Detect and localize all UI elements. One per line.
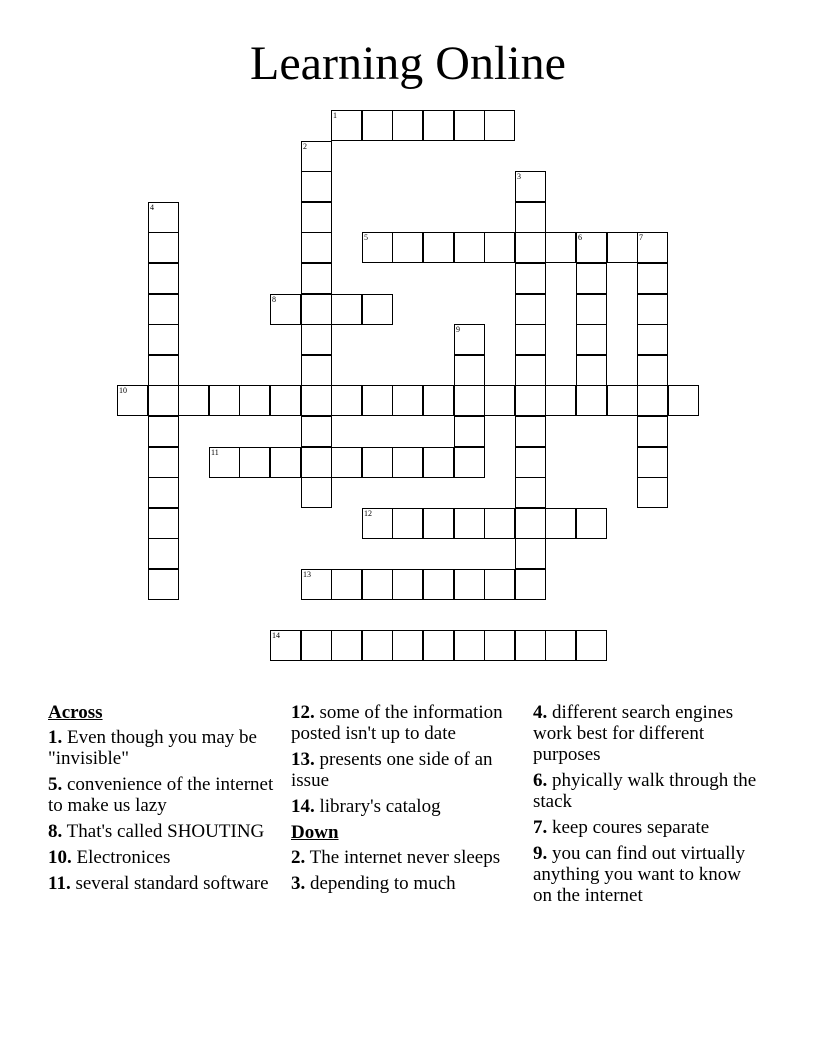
grid-cell[interactable] <box>484 385 515 416</box>
puzzle-title: Learning Online <box>250 37 566 90</box>
clue-text: several standard software <box>70 873 269 894</box>
down-clue-list <box>291 847 519 894</box>
grid-cell[interactable] <box>148 385 179 416</box>
grid-cell[interactable] <box>331 630 362 661</box>
grid-cell[interactable] <box>392 630 423 661</box>
grid-cell[interactable] <box>454 630 485 661</box>
grid-cell[interactable] <box>301 232 332 263</box>
grid-cell[interactable] <box>301 569 332 600</box>
grid-cell[interactable] <box>576 630 607 661</box>
grid-cell[interactable] <box>515 538 546 569</box>
grid-cell[interactable] <box>209 447 240 478</box>
grid-cell[interactable] <box>423 232 454 263</box>
grid-cell[interactable] <box>423 630 454 661</box>
clue-number: 11. <box>48 873 71 894</box>
clue-item <box>533 702 761 765</box>
clue-number: 5. <box>48 774 63 795</box>
clue-item <box>533 770 761 812</box>
clue-item <box>48 873 276 894</box>
grid-cell[interactable] <box>454 232 485 263</box>
cell-number: 12 <box>364 509 372 518</box>
clue-item <box>48 847 276 868</box>
grid-cell[interactable] <box>301 416 332 447</box>
cell-number: 11 <box>211 448 219 457</box>
cell-number: 10 <box>119 386 127 395</box>
cell-number: 9 <box>456 325 460 334</box>
grid-cell[interactable] <box>576 355 607 386</box>
grid-cell[interactable] <box>484 630 515 661</box>
grid-cell[interactable] <box>484 110 515 141</box>
grid-cell[interactable] <box>362 385 393 416</box>
grid-cell[interactable] <box>301 385 332 416</box>
grid-cell[interactable] <box>545 385 576 416</box>
grid-cell[interactable] <box>576 294 607 325</box>
clue-text: depending to much <box>305 873 456 894</box>
grid-cell[interactable] <box>270 447 301 478</box>
grid-cell[interactable] <box>148 263 179 294</box>
grid-cell[interactable] <box>301 294 332 325</box>
clues-column-3 <box>533 702 761 911</box>
grid-cell[interactable] <box>576 324 607 355</box>
grid-cell[interactable] <box>301 630 332 661</box>
grid-cell[interactable] <box>117 385 148 416</box>
cell-number: 4 <box>150 203 154 212</box>
grid-cell[interactable] <box>637 263 668 294</box>
grid-cell[interactable] <box>423 385 454 416</box>
grid-cell[interactable] <box>148 202 179 233</box>
grid-cell[interactable] <box>301 171 332 202</box>
down-heading: Down <box>291 822 339 843</box>
grid-cell[interactable] <box>331 385 362 416</box>
grid-cell[interactable] <box>392 447 423 478</box>
grid-cell[interactable] <box>515 202 546 233</box>
grid-cell[interactable] <box>454 416 485 447</box>
clue-item <box>48 821 276 842</box>
grid-cell[interactable] <box>454 110 485 141</box>
clue-number: 2. <box>291 847 306 868</box>
grid-cell[interactable] <box>515 324 546 355</box>
clue-number: 10. <box>48 847 72 868</box>
clue-text: Even though you may be "invisible" <box>48 727 257 769</box>
cell-number: 14 <box>272 631 280 640</box>
clue-text: phyically walk through the stack <box>533 770 757 812</box>
grid-cell[interactable] <box>331 110 362 141</box>
grid-cell[interactable] <box>637 477 668 508</box>
grid-cell[interactable] <box>148 538 179 569</box>
grid-cell[interactable] <box>607 385 638 416</box>
grid-cell[interactable] <box>515 447 546 478</box>
grid-cell[interactable] <box>148 477 179 508</box>
grid-cell[interactable] <box>270 294 301 325</box>
clues-column-1 <box>48 702 276 899</box>
grid-cell[interactable] <box>270 385 301 416</box>
grid-cell[interactable] <box>301 324 332 355</box>
grid-cell[interactable] <box>515 232 546 263</box>
cell-number: 3 <box>517 172 521 181</box>
grid-cell[interactable] <box>576 232 607 263</box>
clue-number: 1. <box>48 727 63 748</box>
cell-number: 2 <box>303 142 307 151</box>
grid-cell[interactable] <box>515 171 546 202</box>
clue-item <box>533 817 761 838</box>
clue-text: library's catalog <box>314 796 441 817</box>
clue-text: keep coures separate <box>547 817 710 838</box>
grid-cell[interactable] <box>515 416 546 447</box>
clue-number: 4. <box>533 702 548 723</box>
clue-item <box>291 873 519 894</box>
grid-cell[interactable] <box>576 508 607 539</box>
clue-number: 6. <box>533 770 548 791</box>
grid-cell[interactable] <box>515 630 546 661</box>
grid-cell[interactable] <box>637 447 668 478</box>
clue-number: 3. <box>291 873 306 894</box>
clue-item <box>291 702 519 744</box>
across-clue-list-continued <box>291 702 519 817</box>
grid-cell[interactable] <box>362 447 393 478</box>
grid-cell[interactable] <box>148 355 179 386</box>
grid-cell[interactable] <box>362 232 393 263</box>
clue-item <box>533 843 761 906</box>
clue-item <box>291 796 519 817</box>
down-clue-list-continued <box>533 702 761 906</box>
grid-cell[interactable] <box>454 355 485 386</box>
grid-cell[interactable] <box>454 324 485 355</box>
grid-cell[interactable] <box>362 110 393 141</box>
grid-cell[interactable] <box>392 232 423 263</box>
clues-column-2 <box>291 702 519 899</box>
grid-cell[interactable] <box>301 355 332 386</box>
clue-number: 12. <box>291 702 315 723</box>
grid-cell[interactable] <box>148 232 179 263</box>
grid-cell[interactable] <box>545 508 576 539</box>
clue-item <box>291 749 519 791</box>
grid-cell[interactable] <box>301 263 332 294</box>
grid-cell[interactable] <box>607 232 638 263</box>
grid-cell[interactable] <box>362 294 393 325</box>
grid-cell[interactable] <box>637 416 668 447</box>
clue-item <box>48 727 276 769</box>
grid-cell[interactable] <box>148 324 179 355</box>
clue-item <box>291 847 519 868</box>
grid-cell[interactable] <box>637 324 668 355</box>
clue-text: That's called SHOUTING <box>62 821 265 842</box>
grid-cell[interactable] <box>576 385 607 416</box>
clue-item <box>48 774 276 816</box>
grid-cell[interactable] <box>637 385 668 416</box>
clue-text: Electronices <box>71 847 171 868</box>
grid-cell[interactable] <box>209 385 240 416</box>
grid-cell[interactable] <box>515 294 546 325</box>
grid-cell[interactable] <box>362 508 393 539</box>
grid-cell[interactable] <box>423 569 454 600</box>
grid-cell[interactable] <box>148 447 179 478</box>
grid-cell[interactable] <box>576 263 607 294</box>
clue-number: 14. <box>291 796 315 817</box>
clue-number: 9. <box>533 843 548 864</box>
grid-cell[interactable] <box>423 110 454 141</box>
grid-cell[interactable] <box>515 355 546 386</box>
grid-cell[interactable] <box>239 447 270 478</box>
grid-cell[interactable] <box>392 508 423 539</box>
grid-cell[interactable] <box>668 385 699 416</box>
grid-cell[interactable] <box>148 508 179 539</box>
cell-number: 7 <box>639 233 643 242</box>
grid-cell[interactable] <box>545 232 576 263</box>
grid-cell[interactable] <box>423 447 454 478</box>
grid-cell[interactable] <box>637 232 668 263</box>
clue-text: The internet never sleeps <box>305 847 501 868</box>
grid-cell[interactable] <box>454 569 485 600</box>
clue-text: some of the information posted isn't up to date <box>291 702 503 744</box>
clue-number: 7. <box>533 817 548 838</box>
grid-cell[interactable] <box>423 508 454 539</box>
grid-cell[interactable] <box>392 385 423 416</box>
grid-cell[interactable] <box>301 202 332 233</box>
grid-cell[interactable] <box>392 110 423 141</box>
grid-cell[interactable] <box>515 263 546 294</box>
grid-cell[interactable] <box>301 447 332 478</box>
grid-cell[interactable] <box>362 569 393 600</box>
grid-cell[interactable] <box>148 294 179 325</box>
grid-cell[interactable] <box>301 141 332 172</box>
grid-cell[interactable] <box>637 294 668 325</box>
grid-cell[interactable] <box>484 232 515 263</box>
clue-text: convenience of the internet to make us lazy <box>48 774 274 816</box>
grid-cell[interactable] <box>178 385 209 416</box>
grid-cell[interactable] <box>331 294 362 325</box>
grid-cell[interactable] <box>637 355 668 386</box>
grid-cell[interactable] <box>484 508 515 539</box>
grid-cell[interactable] <box>148 416 179 447</box>
cell-number: 1 <box>333 111 337 120</box>
grid-cell[interactable] <box>454 447 485 478</box>
cell-number: 5 <box>364 233 368 242</box>
across-heading: Across <box>48 702 103 723</box>
grid-cell[interactable] <box>515 477 546 508</box>
cell-number: 6 <box>578 233 582 242</box>
grid-cell[interactable] <box>484 569 515 600</box>
grid-cell[interactable] <box>545 630 576 661</box>
clue-text: presents one side of an issue <box>291 749 493 791</box>
grid-cell[interactable] <box>392 569 423 600</box>
grid-cell[interactable] <box>301 477 332 508</box>
grid-cell[interactable] <box>454 508 485 539</box>
across-clue-list <box>48 727 276 894</box>
grid-cell[interactable] <box>515 569 546 600</box>
grid-cell[interactable] <box>148 569 179 600</box>
clue-number: 13. <box>291 749 315 770</box>
grid-cell[interactable] <box>270 630 301 661</box>
cell-number: 8 <box>272 295 276 304</box>
grid-cell[interactable] <box>515 508 546 539</box>
grid-cell[interactable] <box>454 385 485 416</box>
grid-cell[interactable] <box>515 385 546 416</box>
grid-cell[interactable] <box>331 569 362 600</box>
grid-cell[interactable] <box>362 630 393 661</box>
cell-number: 13 <box>303 570 311 579</box>
clue-text: you can find out virtually anything you want to know on the internet <box>533 843 746 906</box>
grid-cell[interactable] <box>331 447 362 478</box>
clue-number: 8. <box>48 821 63 842</box>
clue-text: different search engines work best for different purposes <box>533 702 734 765</box>
grid-cell[interactable] <box>239 385 270 416</box>
